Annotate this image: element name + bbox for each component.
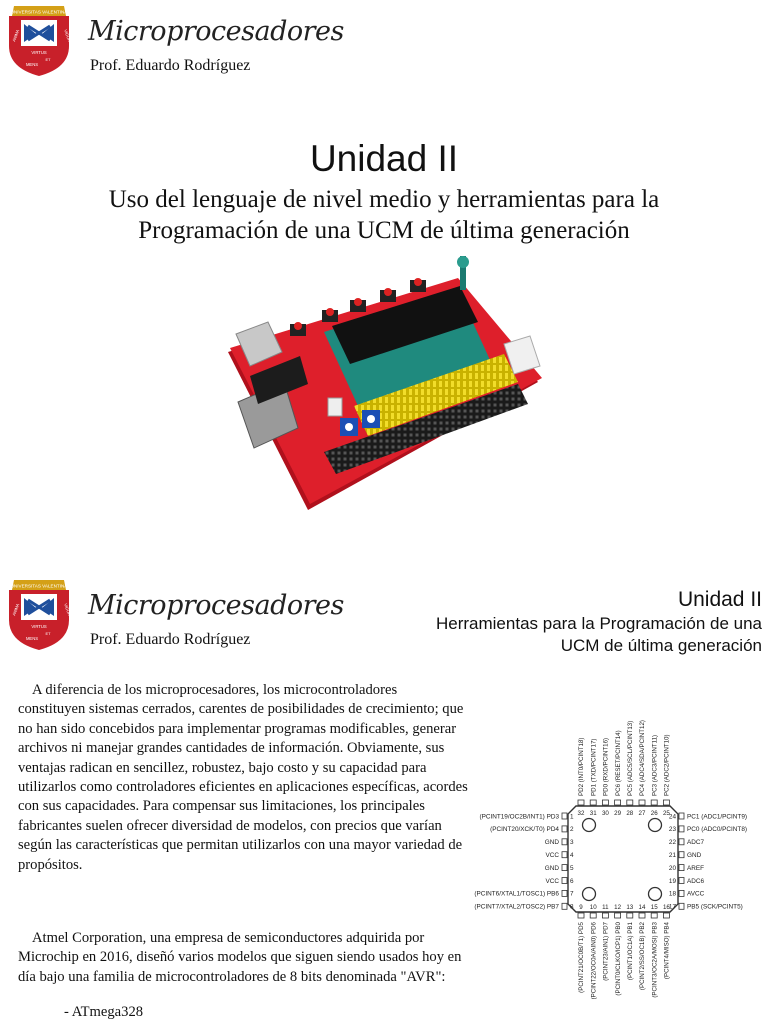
pin-pad	[602, 800, 608, 805]
pin-label: (PCINT4/MISO) PB4	[663, 922, 671, 980]
pin-label: (PCINT1/OC1A) PB1	[627, 922, 634, 981]
pin-label: (PCINT0/CLKO/ICP1) PB0	[614, 922, 622, 996]
pin-number: 26	[650, 810, 658, 817]
pin-label: PC4 (ADC4/SDA/PCINT12)	[639, 720, 647, 796]
pin-label: PD1 (TXD/PCINT17)	[590, 738, 598, 796]
pin-number: 5	[570, 864, 574, 872]
professor-name: Prof. Eduardo Rodríguez	[90, 631, 251, 648]
microcontroller-board-photo	[228, 252, 548, 514]
pin1-marker	[583, 819, 596, 832]
pin-number: 11	[602, 904, 609, 911]
pin-pad	[679, 878, 684, 884]
pin-pad	[562, 865, 567, 871]
svg-text:MENS: MENS	[25, 62, 39, 67]
pin-number: 19	[668, 877, 676, 885]
pin-number: 29	[614, 810, 622, 817]
pin-number: 4	[570, 852, 574, 859]
svg-text:VIGOR: VIGOR	[63, 28, 72, 43]
pin-number: 22	[668, 839, 676, 847]
pin-pad	[590, 913, 596, 918]
pin-number: 21	[668, 852, 676, 859]
pin-label: (PCINT7/XTAL2/TOSC2) PB7	[474, 903, 559, 911]
pin-number: 3	[570, 839, 574, 847]
svg-text:ET: ET	[45, 631, 51, 636]
pin-pad	[679, 826, 684, 832]
pin-number: 23	[668, 826, 676, 834]
pin-number: 1	[570, 813, 574, 821]
pin-number: 30	[601, 810, 609, 817]
brand-title: Microprocesadores	[88, 16, 344, 47]
svg-text:ANIMA: ANIMA	[11, 28, 21, 43]
pin-label: (PCINT3/OC2A/MOSI) PB3	[651, 922, 659, 998]
pin-label: ADC7	[687, 839, 705, 847]
pin-label: PC5 (ADC5/SCL/PCINT13)	[627, 720, 634, 796]
pin-number: 15	[650, 904, 658, 911]
slide-title: Unidad II	[309, 138, 459, 179]
slide-subtitle: Herramientas para la Programación de una UCM de última generación	[435, 614, 762, 655]
pin-pad	[679, 813, 684, 819]
slide-title: Unidad II	[677, 588, 762, 611]
pin-number: 27	[638, 810, 646, 817]
pin-pad	[590, 800, 596, 805]
svg-text:MENS: MENS	[25, 636, 39, 641]
pin-pad	[663, 913, 669, 918]
pin-number: 20	[668, 864, 676, 872]
pin-label: GND	[544, 839, 559, 847]
list-item-atmega328: - ATmega328	[64, 1004, 144, 1020]
pin-label: PB5 (SCK/PCINT5)	[687, 903, 743, 911]
pin-label: (PCINT2/SS/OC1B) PB2	[639, 922, 647, 991]
pin-number: 16	[662, 904, 670, 911]
pin-label: GND	[687, 852, 702, 859]
pin-label: PC3 (ADC3/PCINT11)	[651, 734, 659, 796]
pin-label: GND	[544, 864, 559, 872]
pin-number: 7	[570, 890, 574, 898]
pin-number: 32	[577, 810, 585, 817]
pin-label: (PCINT21/OC0B/T1) PD5	[578, 922, 586, 993]
pin-pad	[562, 839, 567, 845]
pin-number: 6	[570, 877, 574, 885]
pin-number: 10	[589, 904, 597, 911]
pin-pad	[578, 913, 584, 918]
slide-subtitle: Uso del lenguaje de nivel medio y herramientas para la Programación de una UCM de última generación	[108, 186, 660, 244]
pin-pad	[562, 813, 567, 819]
pin-number: 17	[668, 903, 676, 911]
pin-pad	[615, 913, 621, 918]
pin-number: 31	[589, 810, 597, 817]
paragraph-microcontrollers: A diferencia de los microprocesadores, los microcontroladores constituyen sistemas cerrados, carentes de posibilidades de crecimiento; que no han sido concebidos para implementar programas modificables, generar archivos ni manejar grandes cantidades de información. Obviamente, sus ventajas radican en sencillez, robustez, bajo costo y su capacidad para utilizarlos como controladores eficientes en aplicaciones específicas, acordes con sus capacidades. Para compensar sus limitaciones, los principales fabricantes suelen ofrecer diversidad de modelos, con precios que varían según las características que permitan utilizarlos con una mayor variedad de propósitos.	[18, 682, 468, 873]
university-logo	[6, 2, 72, 78]
pin-number: 18	[668, 890, 676, 898]
pin-pad	[679, 865, 684, 871]
atmega328-pinout-diagram	[470, 720, 766, 1024]
svg-text:ET: ET	[45, 57, 51, 62]
pin-label: AVCC	[687, 890, 705, 898]
pin-pad	[578, 800, 584, 805]
pin-pad	[562, 826, 567, 832]
pin-pad	[639, 913, 645, 918]
pin-label: VCC	[545, 877, 559, 885]
pin-number: 28	[626, 810, 634, 817]
pin-number: 2	[570, 826, 574, 834]
pin-label: PD0 (RXD/PCINT16)	[602, 737, 610, 796]
pin-label: PC0 (ADC0/PCINT8)	[687, 826, 748, 834]
paragraph-atmel: Atmel Corporation, una empresa de semiconductores adquirida por Microchip en 2016, diseñó varios modelos que siguen siendo usados hoy en día bajo una familia de microcontroladores de 8 bits denominada "AVR":	[18, 930, 462, 985]
pin-pad	[627, 913, 633, 918]
pin-number: 25	[662, 810, 670, 817]
pin-label: ADC6	[687, 877, 705, 885]
pin-pad	[602, 913, 608, 918]
pin-pad	[562, 852, 567, 858]
svg-text:UNIVERSITAS VALENTINA: UNIVERSITAS VALENTINA	[10, 583, 68, 589]
pin-number: 24	[668, 813, 676, 821]
pin-label: VCC	[545, 852, 559, 859]
pin-number: 8	[570, 903, 574, 911]
pin-pad	[562, 878, 567, 884]
professor-name: Prof. Eduardo Rodríguez	[90, 57, 251, 74]
pin-label: PC1 (ADC1/PCINT9)	[687, 813, 748, 821]
slide-2	[0, 570, 768, 1024]
pin-pad	[679, 890, 684, 896]
pin-pad	[651, 800, 657, 805]
pin-number: 12	[614, 904, 622, 911]
logo-top-text: UNIVERSITAS VALENTINA	[10, 9, 68, 15]
pin-pad	[639, 800, 645, 805]
university-logo	[6, 576, 72, 652]
brand-title: Microprocesadores	[88, 590, 344, 621]
svg-text:ANIMA: ANIMA	[11, 602, 21, 617]
pin-pad	[679, 852, 684, 858]
pin-pad	[627, 800, 633, 805]
pin-label: (PCINT19/OC2B/INT1) PD3	[479, 813, 559, 821]
pin-label: (PCINT6/XTAL1/TOSC1) PB6	[474, 890, 559, 898]
pin-label: (PCINT22/OC0A/AIN0) PD6	[590, 922, 598, 1000]
svg-text:VIRTUS: VIRTUS	[31, 50, 47, 55]
pin-pad	[615, 800, 621, 805]
pin-label: PC6 (RESET/PCINT14)	[614, 730, 622, 796]
pin-number: 13	[626, 904, 634, 911]
pin-pad	[562, 903, 567, 909]
pin-label: PC2 (ADC2/PCINT10)	[663, 734, 671, 796]
pin-pad	[663, 800, 669, 805]
pin-pad	[679, 839, 684, 845]
pin-number: 9	[579, 904, 583, 911]
pin-label: (PCINT20/XCK/T0) PD4	[490, 826, 559, 834]
pin-number: 14	[638, 904, 646, 911]
pin-pad	[651, 913, 657, 918]
pin-pad	[562, 890, 567, 896]
svg-text:VIGOR: VIGOR	[63, 602, 72, 617]
pin-label: (PCINT23/AIN1) PD7	[602, 922, 610, 981]
svg-text:VIRTUS: VIRTUS	[31, 624, 47, 629]
pin-label: AREF	[687, 864, 705, 872]
pin-pad	[679, 903, 684, 909]
pin-label: PD2 (INT0/PCINT18)	[578, 737, 586, 796]
